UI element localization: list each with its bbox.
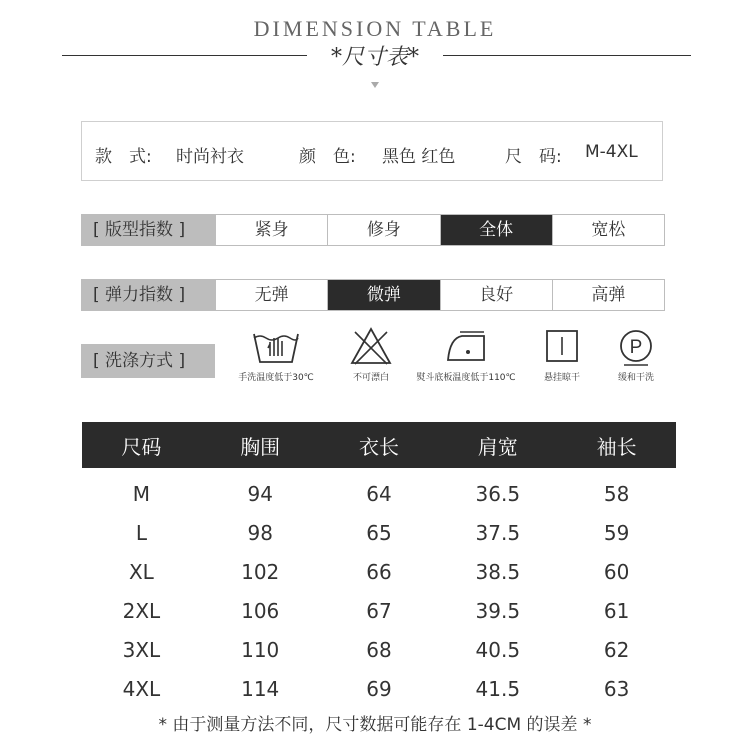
stretch-option-high: 高弹 [552,280,664,310]
no-bleach-icon [349,326,393,366]
table-cell: 62 [603,637,630,662]
svg-text:P: P [629,337,643,358]
fit-option-regular-selected: 全体 [440,215,552,245]
table-cell: 2XL [122,598,161,623]
hand-wash-icon [250,326,302,366]
header-size: 尺码 [121,434,162,459]
table-row [82,513,676,552]
table-cell: 94 [247,481,273,506]
table-cell: 37.5 [475,520,521,545]
table-cell: 64 [366,481,392,506]
header-shoulder: 肩宽 [477,434,518,459]
dry-clean-caption: 缓和干洗 [617,373,654,383]
color-value: 黑色 红色 [382,147,456,167]
hang-dry-icon [542,326,582,366]
color-label: 颜 色: [299,147,356,167]
table-cell: 59 [603,520,630,545]
stretch-index-options [215,279,665,311]
style-value: 时尚衬衣 [176,147,244,167]
table-cell: 61 [603,598,630,623]
hang-dry-caption: 悬挂晾干 [543,373,580,383]
table-cell: 39.5 [475,598,521,623]
wash-item-no-bleach [316,326,426,383]
stretch-option-none: 无弹 [254,285,289,305]
style-label: 款 式: [95,147,152,167]
fit-option-slim: 修身 [327,215,439,245]
fit-option-tight: 紧身 [254,220,289,240]
table-cell: 106 [241,598,280,623]
table-row [82,552,676,591]
table-cell: 63 [603,676,630,701]
size-table-header-row [82,422,676,468]
table-cell: L [135,520,147,545]
size-value: M-4XL [585,142,638,162]
table-cell: M [132,481,151,506]
measurement-footnote: * 由于测量方法不同，尺寸数据可能存在 1-4CM 的误差 * [158,715,592,735]
table-cell: 38.5 [475,559,521,584]
table-cell: 60 [603,559,630,584]
dry-clean-icon [616,326,656,366]
table-row [82,591,676,630]
no-bleach-caption: 不可漂白 [352,373,389,383]
table-cell: 102 [241,559,280,584]
table-cell: 41.5 [475,676,521,701]
size-label: 尺 码: [505,147,562,167]
table-cell: 4XL [122,676,161,701]
triangle-down-icon [371,82,379,88]
fit-option-loose: 宽松 [552,215,664,245]
table-cell: 114 [241,676,280,701]
product-info-box [81,121,663,181]
wash-item-dry-clean [581,326,691,383]
table-cell: 98 [247,520,273,545]
fit-index-label: [ 版型指数 ] [81,214,215,246]
table-cell: 66 [366,559,392,584]
table-row [82,669,676,708]
fit-index-options [215,214,665,246]
header-chest: 胸围 [240,434,281,459]
table-cell: 58 [603,481,630,506]
table-cell: 65 [366,520,392,545]
iron-caption: 熨斗底板温度低于110℃ [416,373,516,383]
title-english: DIMENSION TABLE [253,16,497,41]
table-cell: 68 [366,637,392,662]
table-cell: 40.5 [475,637,521,662]
table-cell: 69 [366,676,392,701]
table-cell: 110 [241,637,280,662]
wash-item-hand-wash [221,326,331,383]
stretch-option-slight-selected: 微弹 [327,280,439,310]
size-table [82,422,676,708]
table-cell: 36.5 [475,481,521,506]
table-row [82,630,676,669]
stretch-option-good: 良好 [440,280,552,310]
stretch-index-label: [ 弹力指数 ] [81,279,215,311]
table-cell: 3XL [122,637,161,662]
wash-item-iron [411,326,521,383]
wash-method-label: [ 洗涤方式 ] [81,344,215,378]
header-length: 衣长 [358,434,399,459]
table-cell: XL [128,559,154,584]
title-chinese: *尺寸表* [330,45,419,70]
table-cell: 67 [366,598,392,623]
iron-icon [442,326,490,366]
hand-wash-caption: 手洗温度低于30℃ [238,373,314,383]
table-row [82,468,676,513]
header-sleeve: 袖长 [596,434,637,459]
